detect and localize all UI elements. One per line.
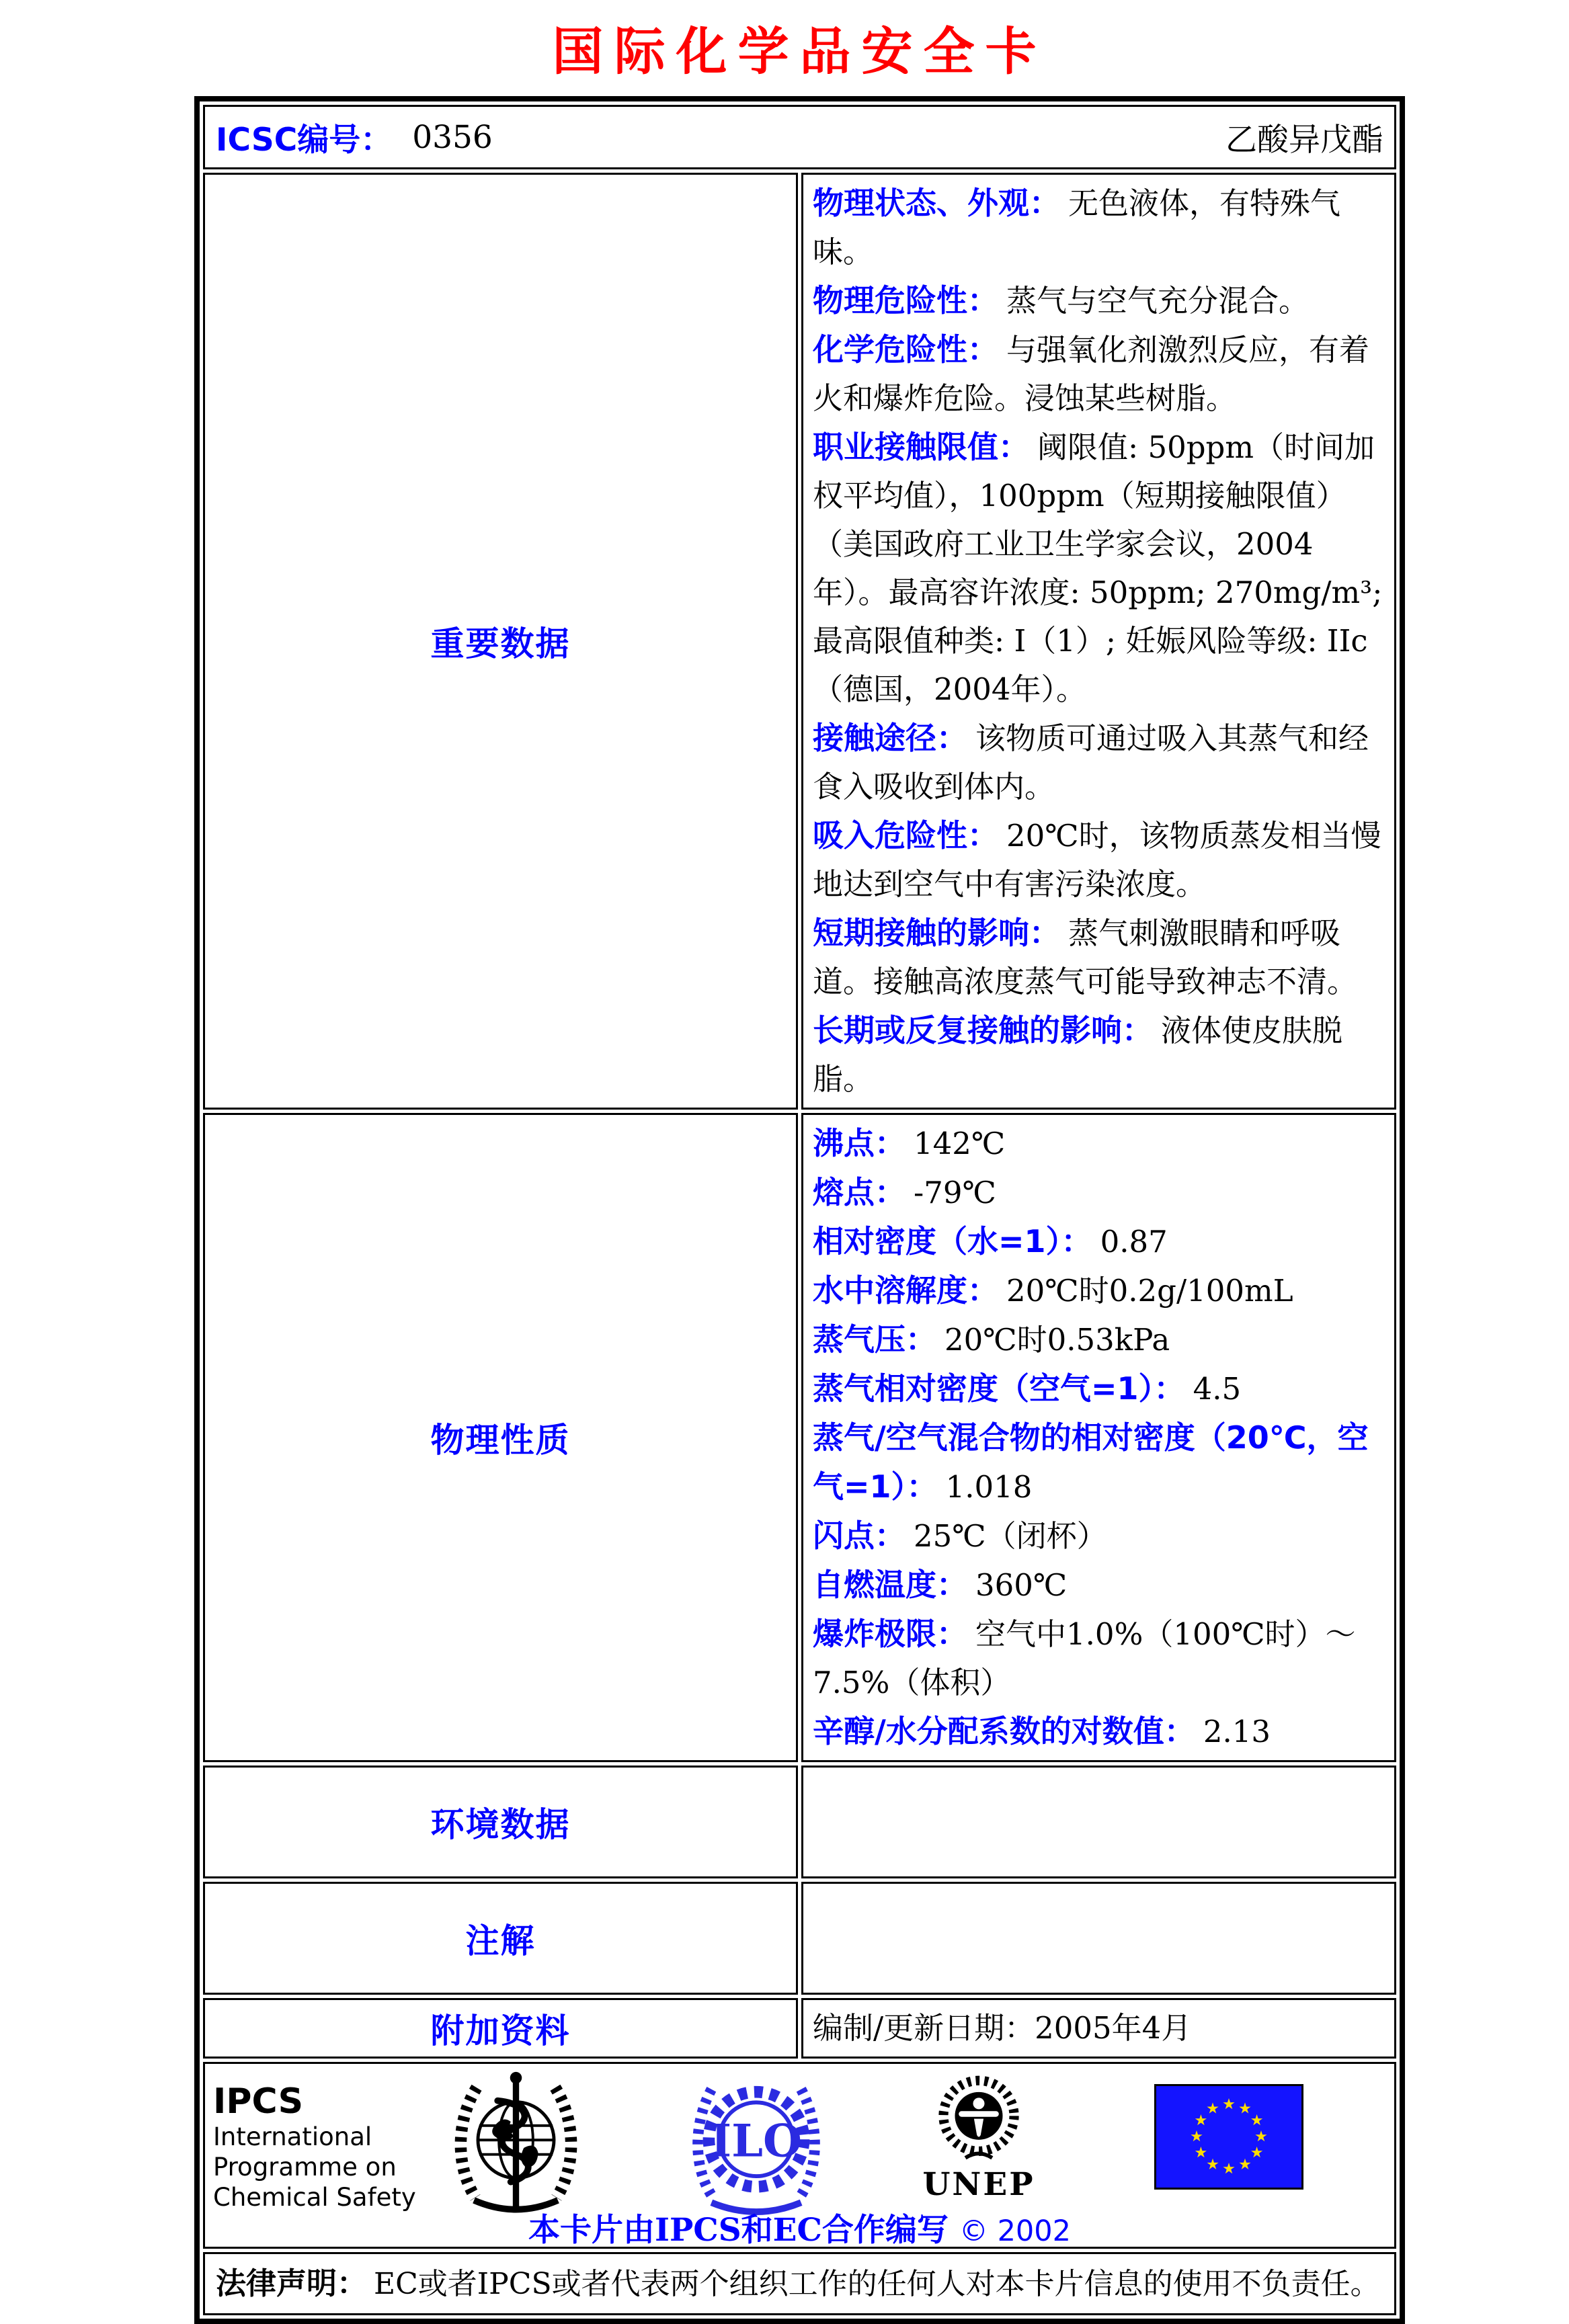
property-value: 蒸气与空气充分混合。 [1006,283,1310,319]
important-data-content [801,173,1396,1110]
logos-cell [203,2062,1396,2249]
property-value: 蒸气刺激眼睛和呼吸道。接触高浓度蒸气可能导致神志不清。 [813,915,1358,999]
property-value: 无色液体，有特殊气味。 [813,185,1341,269]
row-label-additional-info: 附加资料 [430,2011,571,2050]
property-value: 该物质可通过吸入其蒸气和经食入吸收到体内。 [813,720,1369,804]
icsc-number-label: ICSC编号： [216,121,393,159]
property-line [813,1561,1385,1610]
ilo-logo-text: ILO [710,2114,803,2167]
property-label: 物理危险性： [813,282,998,319]
property-line [813,1119,1385,1168]
ilo-logo [690,2067,822,2228]
property-label: 熔点： [813,1174,906,1210]
additional-info-content [801,1998,1396,2059]
property-value: 阈限值: 50ppm（时间加权平均值），100ppm（短期接触限值）（美国政府工业卫生学家会议，2004年）。最高容许浓度: 50ppm; 270mg/m³; 最高限值种类: I（1）; 妊娠风险等级: IIc（德国，2004年）。 [813,429,1383,707]
header-inner [216,115,1383,160]
property-value: 142℃ [914,1126,1006,1161]
property-value: 20℃时0.2g/100mL [1006,1273,1293,1309]
property-value: 20℃时0.53kPa [944,1322,1170,1358]
row-label-cell-important-data [203,173,798,1110]
property-line [813,1266,1385,1315]
property-label: 沸点： [813,1125,906,1161]
property-label: 物理状态、外观： [813,185,1060,221]
unep-emblem-icon [926,2072,1032,2167]
property-label: 闪点： [813,1518,906,1554]
property-line [813,1413,1385,1511]
property-label: 蒸气相对密度（空气=1）： [813,1370,1185,1407]
property-value: 20℃时，该物质蒸发相当慢地达到空气中有害污染浓度。 [813,818,1381,902]
property-line [813,1364,1385,1413]
update-date-text: 编制/更新日期：2005年4月 [813,2010,1192,2046]
property-label: 职业接触限值： [813,429,1029,465]
row-label-cell-physical-properties [203,1113,798,1762]
ipcs-line-3: Chemical Safety [213,2183,416,2212]
property-line [813,1707,1385,1756]
row-label-important-data: 重要数据 [430,624,571,663]
property-label: 短期接触的影响： [813,915,1060,951]
legal-row [203,2252,1396,2315]
property-line [813,909,1385,1006]
legal-notice-text: EC或者IPCS或者代表两个组织工作的任何人对本卡片信息的使用不负责任。 [374,2266,1380,2301]
ipcs-acronym: IPCS [213,2081,304,2122]
row-label-physical-properties: 物理性质 [430,1421,571,1460]
property-label: 长期或反复接触的影响： [813,1012,1153,1048]
property-line [813,1217,1385,1266]
icsc-card [194,96,1405,2324]
property-value: 1.018 [945,1469,1033,1505]
icsc-table [200,101,1400,2319]
row-label-cell-notes [203,1882,798,1995]
property-value: 2.13 [1203,1714,1271,1749]
property-line [813,1315,1385,1364]
unep-logo [920,2072,1038,2202]
environmental-data-content [801,1766,1396,1878]
row-label-notes: 注解 [465,1921,536,1960]
property-value: 360℃ [975,1567,1068,1603]
row-label-environmental-data: 环境数据 [430,1805,571,1844]
row-label-cell-additional-info [203,1998,798,2059]
notes-row [203,1882,1396,1995]
property-label: 爆炸极限： [813,1616,967,1652]
ipcs-logo-text [213,2081,416,2212]
unep-logo-text: UNEP [922,2166,1035,2203]
property-line [813,714,1385,811]
property-value: 4.5 [1193,1371,1242,1407]
physical-properties-content [801,1113,1396,1762]
property-value: 0.87 [1100,1224,1168,1259]
page-title: 国际化学品安全卡 [552,22,1047,81]
property-line [813,276,1385,325]
property-line [813,1168,1385,1217]
property-label: 接触途径： [813,720,967,756]
eu-flag-icon [1154,2084,1303,2190]
property-value: 与强氧化剂激烈反应，有着火和爆炸危险。浸蚀某些树脂。 [813,332,1370,416]
legal-notice-label: 法律声明： [216,2265,368,2301]
environmental-data-row [203,1766,1396,1878]
important-data-row [203,173,1396,1110]
header-row [203,105,1396,169]
property-line [813,325,1385,423]
property-line [813,1511,1385,1561]
physical-properties-row [203,1113,1396,1762]
property-value: 空气中1.0%（100℃时）～7.5%（体积） [813,1616,1356,1700]
property-label: 辛醇/水分配系数的对数值： [813,1713,1195,1749]
property-line [813,811,1385,909]
property-label: 水中溶解度： [813,1272,998,1309]
credit-text: 本卡片由IPCS和EC合作编写 [528,2212,949,2249]
property-label: 自燃温度： [813,1567,967,1603]
row-label-cell-environmental-data [203,1766,798,1878]
property-label: 蒸气/空气混合物的相对密度（20℃，空气=1）： [813,1419,1369,1505]
header-cell [203,105,1396,169]
property-value: 液体使皮肤脱脂。 [813,1013,1343,1097]
copyright-text: © 2002 [959,2214,1072,2248]
legal-cell [203,2252,1396,2315]
chemical-name: 乙酸异戊酯 [1225,121,1383,159]
ipcs-line-1: International [213,2122,372,2151]
property-label: 相对密度（水=1）： [813,1223,1092,1259]
property-label: 化学危险性： [813,331,998,368]
icsc-number-value: 0356 [412,118,493,156]
property-line [813,1006,1385,1104]
property-line [813,179,1385,276]
property-value: 25℃（闭杯） [914,1518,1107,1554]
who-logo [450,2069,581,2224]
property-line [813,1610,1385,1707]
additional-info-row [203,1998,1396,2059]
credit-line [205,2205,1394,2249]
property-line [813,423,1385,714]
notes-content [801,1882,1396,1995]
property-label: 吸入危险性： [813,817,998,854]
property-label: 蒸气压： [813,1321,936,1358]
property-value: -79℃ [914,1175,996,1210]
logos-row [203,2062,1396,2249]
ipcs-line-2: Programme on [213,2153,397,2182]
